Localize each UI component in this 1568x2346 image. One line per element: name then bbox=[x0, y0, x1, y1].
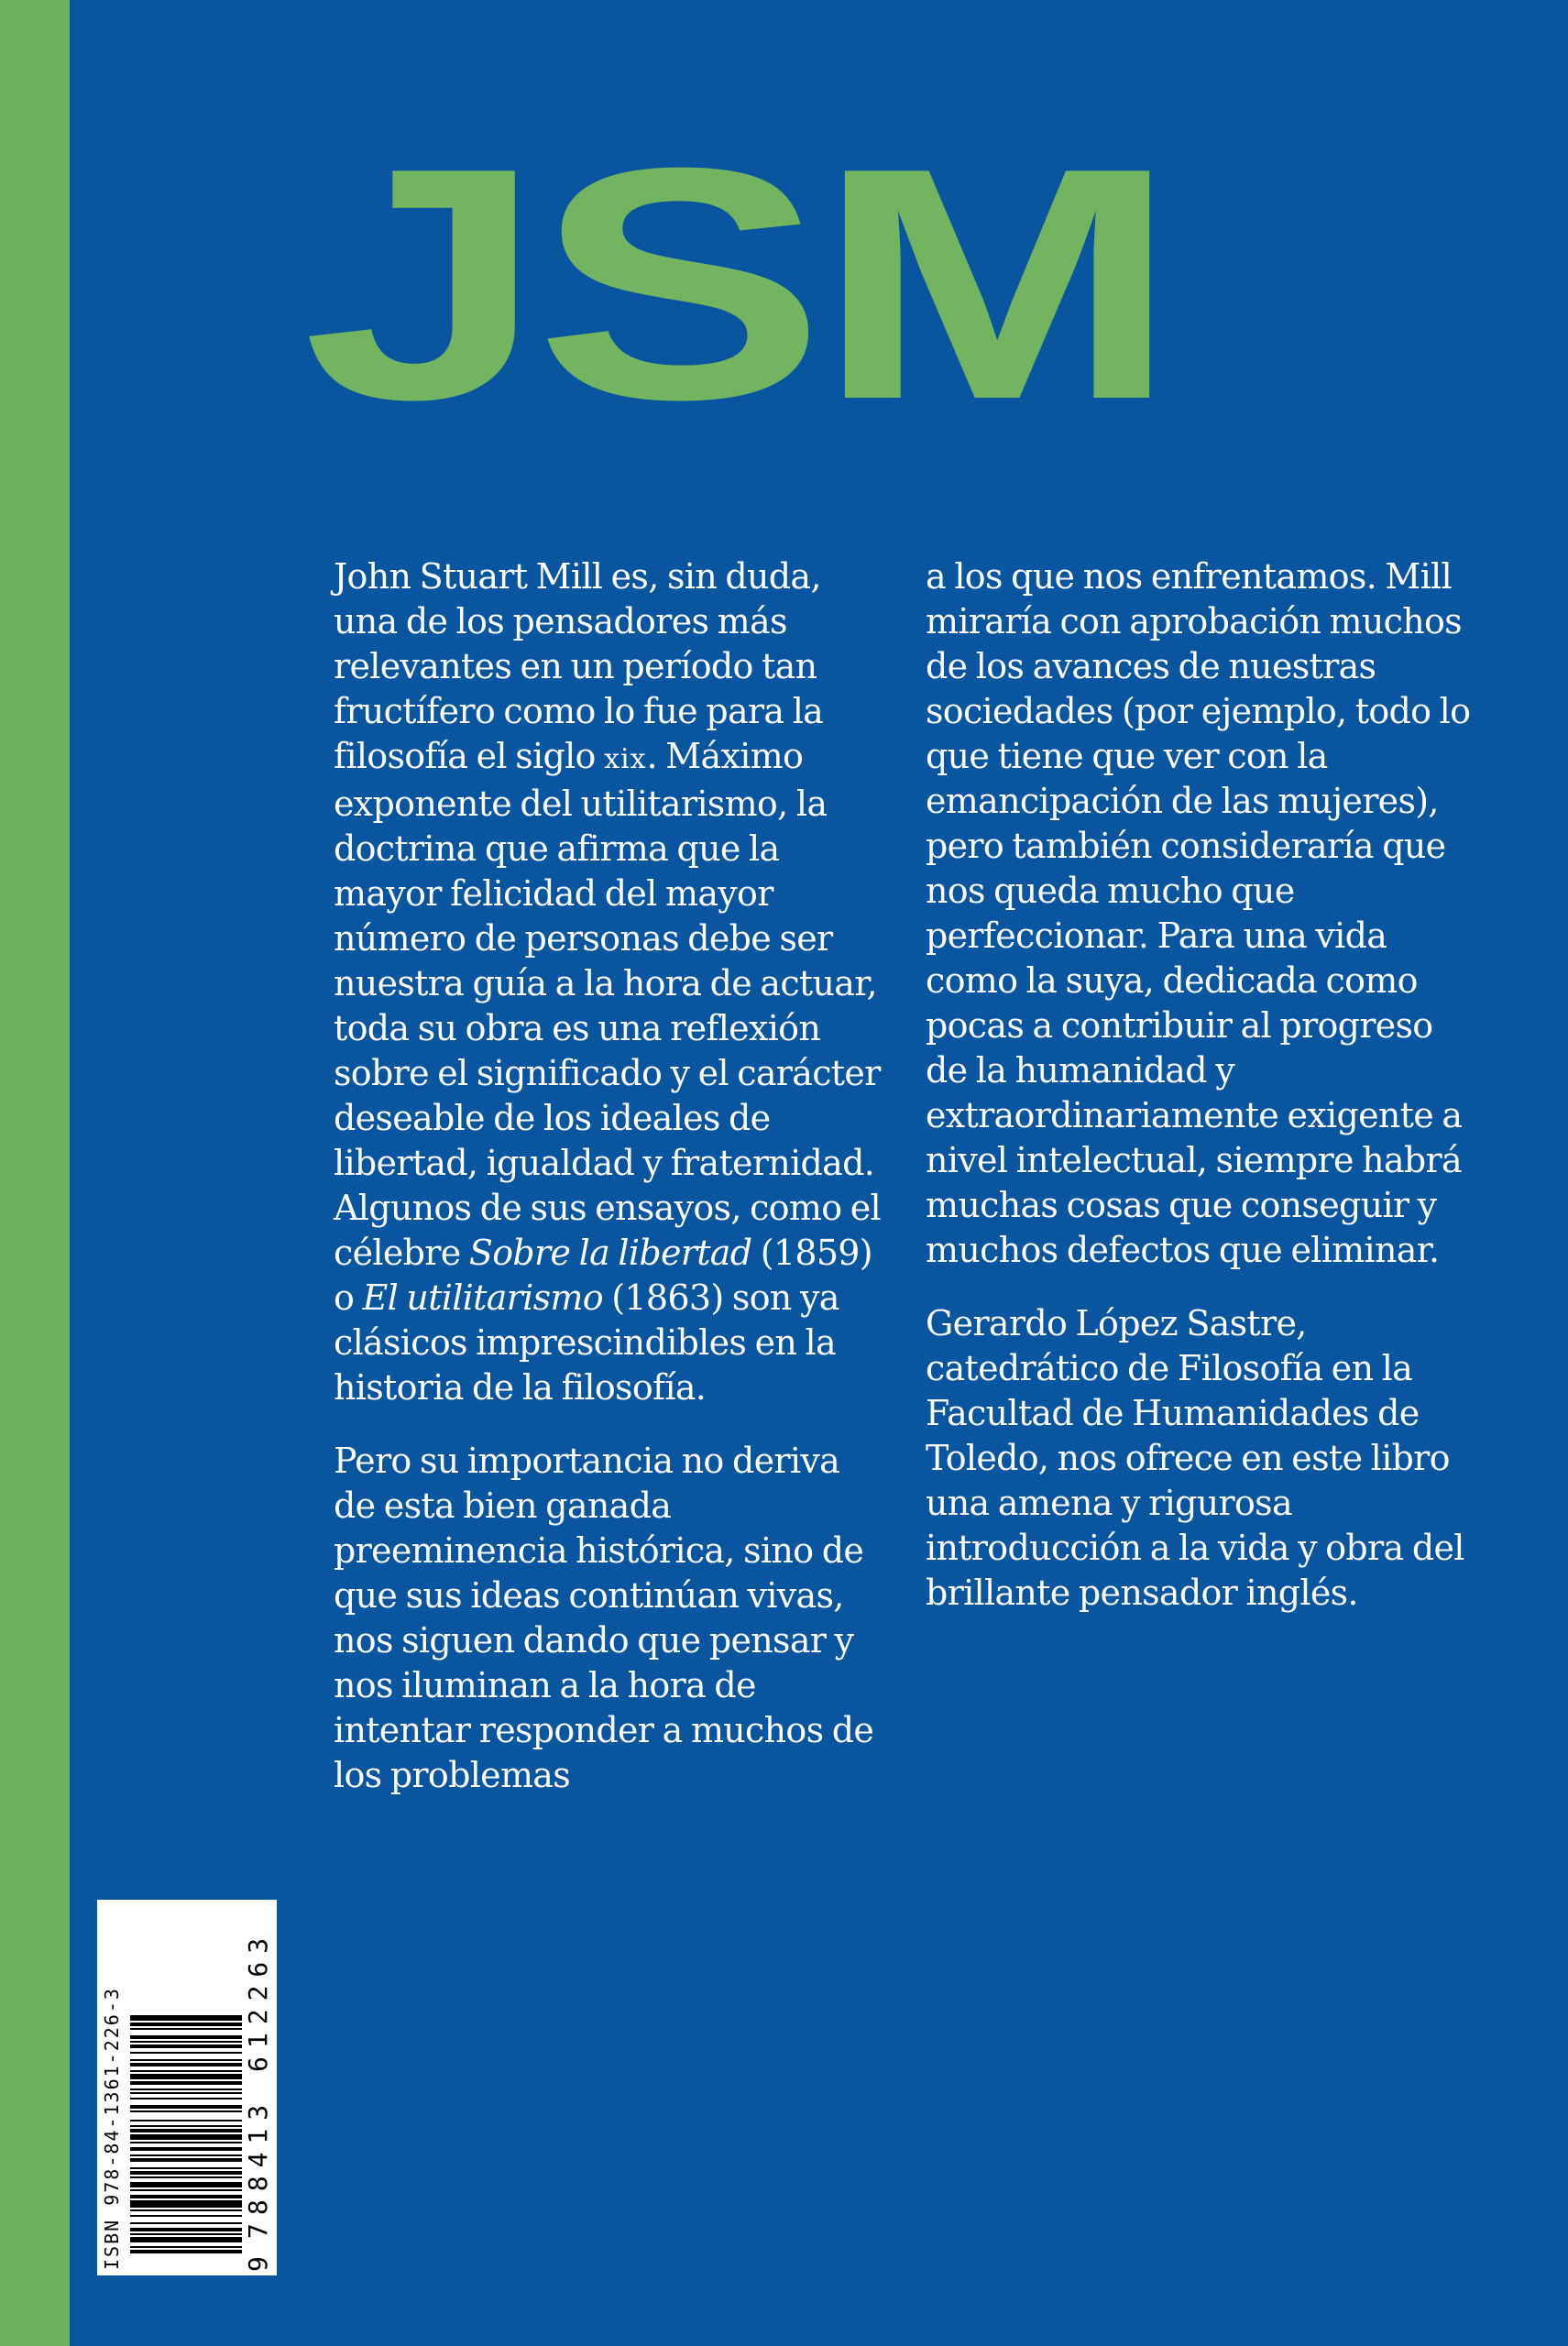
author-bio-paragraph: Gerardo López Sastre, catedrático de Filosofía en la Facultad de Humanidades de Toledo, nos ofrece en este libro una amena y rigurosa introducción a la vida y obra del brillante pensador inglés. bbox=[926, 1303, 1464, 1613]
blurb-text: John Stuart Mill es, sin duda, una de los pensadores más relevantes en un período tan fructífero como lo fue para la filosofía el siglo bbox=[334, 556, 824, 776]
blurb-text: . Máximo exponente del utilitarismo, la doctrina que afirma que la mayor felicidad del mayor número de personas debe ser nuestra guía a la hora de actuar, toda su obra es una reflexión sobre el significado y el carácter deseable de los ideales de libertad, igualdad y fraternidad. Algunos de sus ensayos, como el célebre bbox=[334, 736, 881, 1273]
barcode-bar bbox=[130, 2063, 242, 2066]
barcode-bar bbox=[130, 2120, 242, 2121]
barcode-bar bbox=[130, 2228, 242, 2231]
blurb-text: (1863) son ya clásicos imprescindibles en la historia de la filosofía. bbox=[334, 1277, 839, 1408]
barcode-bar bbox=[130, 2015, 242, 2021]
barcode-bar bbox=[130, 2028, 242, 2030]
barcode-bar bbox=[130, 2092, 242, 2094]
barcode-digits-left: 788413 bbox=[243, 2096, 273, 2239]
barcode-bar bbox=[130, 2059, 242, 2061]
barcode-digits bbox=[244, 1900, 273, 2275]
barcode-digit-first: 9 bbox=[243, 2248, 273, 2272]
barcode-bar bbox=[130, 2250, 242, 2253]
barcode-bar bbox=[130, 2129, 242, 2132]
blurb-paragraph-2-end: a los que nos enfrentamos. Mill miraría con aprobación muchos de los avances de nuestras sociedades (por ejemplo, todo lo que tiene que ver con la emancipación de las mujeres), pero también consideraría que nos queda mucho que perfeccionar. Para una vida como la suya, dedicada como pocas a contribuir al progreso de la humanidad y extraordinariamente exigente a nivel intelectual, siempre habrá muchas cosas que conseguir y muchos defectos que eliminar. bbox=[926, 556, 1471, 1270]
barcode-bar bbox=[130, 2035, 242, 2039]
barcode-digits-right: 612263 bbox=[243, 1929, 273, 2072]
barcode-bar bbox=[130, 2176, 242, 2178]
barcode-bar bbox=[130, 2070, 242, 2072]
barcode-bar bbox=[130, 2215, 242, 2217]
barcode-bar bbox=[130, 2154, 242, 2156]
isbn-barcode bbox=[97, 1900, 277, 2275]
barcode-bar bbox=[130, 2182, 242, 2187]
barcode-bars bbox=[130, 1914, 242, 2255]
barcode-bar bbox=[130, 2105, 242, 2109]
barcode-bar bbox=[130, 2041, 242, 2043]
barcode-bar bbox=[130, 2171, 242, 2175]
isbn-label: ISBN 978-84-1361-226-3 bbox=[101, 1987, 123, 2270]
blurb-column-right bbox=[926, 554, 1475, 1644]
barcode-bar bbox=[130, 2147, 242, 2151]
barcode-bar bbox=[130, 2125, 242, 2127]
work-title: Sobre la libertad bbox=[468, 1233, 752, 1273]
work-title: El utilitarismo bbox=[362, 1277, 603, 1318]
barcode-bar bbox=[130, 2142, 242, 2143]
barcode-bar bbox=[130, 2233, 242, 2235]
barcode-bar bbox=[130, 2237, 242, 2242]
blurb-paragraph-1 bbox=[334, 554, 883, 1410]
cover-title: JSM bbox=[302, 100, 1169, 468]
barcode-bar bbox=[130, 2052, 242, 2054]
barcode-bar bbox=[130, 2110, 242, 2112]
barcode-bar bbox=[130, 2045, 242, 2048]
barcode-bar bbox=[130, 2074, 242, 2079]
century-numeral: xix bbox=[604, 743, 647, 775]
barcode-bar bbox=[130, 2222, 242, 2224]
barcode-bar bbox=[130, 2134, 242, 2140]
barcode-bar bbox=[130, 2246, 242, 2248]
barcode-bar bbox=[130, 2195, 242, 2198]
blurb-column-left bbox=[334, 554, 883, 1826]
barcode-bar bbox=[130, 2158, 242, 2162]
barcode-bar bbox=[130, 2200, 242, 2208]
barcode-bar bbox=[130, 2081, 242, 2085]
blurb-text: (1859) o bbox=[334, 1233, 872, 1318]
green-spine-stripe bbox=[0, 0, 70, 2346]
barcode-bar bbox=[130, 2088, 242, 2090]
blurb-paragraph-2-start: Pero su importancia no deriva de esta bien ganada preeminencia histórica, sino de que sus ideas continúan vivas, nos siguen dando que pensar y nos iluminan a la hora de intentar responder a muchos de los problemas bbox=[334, 1441, 874, 1795]
barcode-bar bbox=[130, 2209, 242, 2211]
barcode-bar bbox=[130, 2098, 242, 2099]
barcode-bar bbox=[130, 2189, 242, 2191]
barcode-bar bbox=[130, 2167, 242, 2169]
barcode-bar bbox=[130, 2023, 242, 2026]
